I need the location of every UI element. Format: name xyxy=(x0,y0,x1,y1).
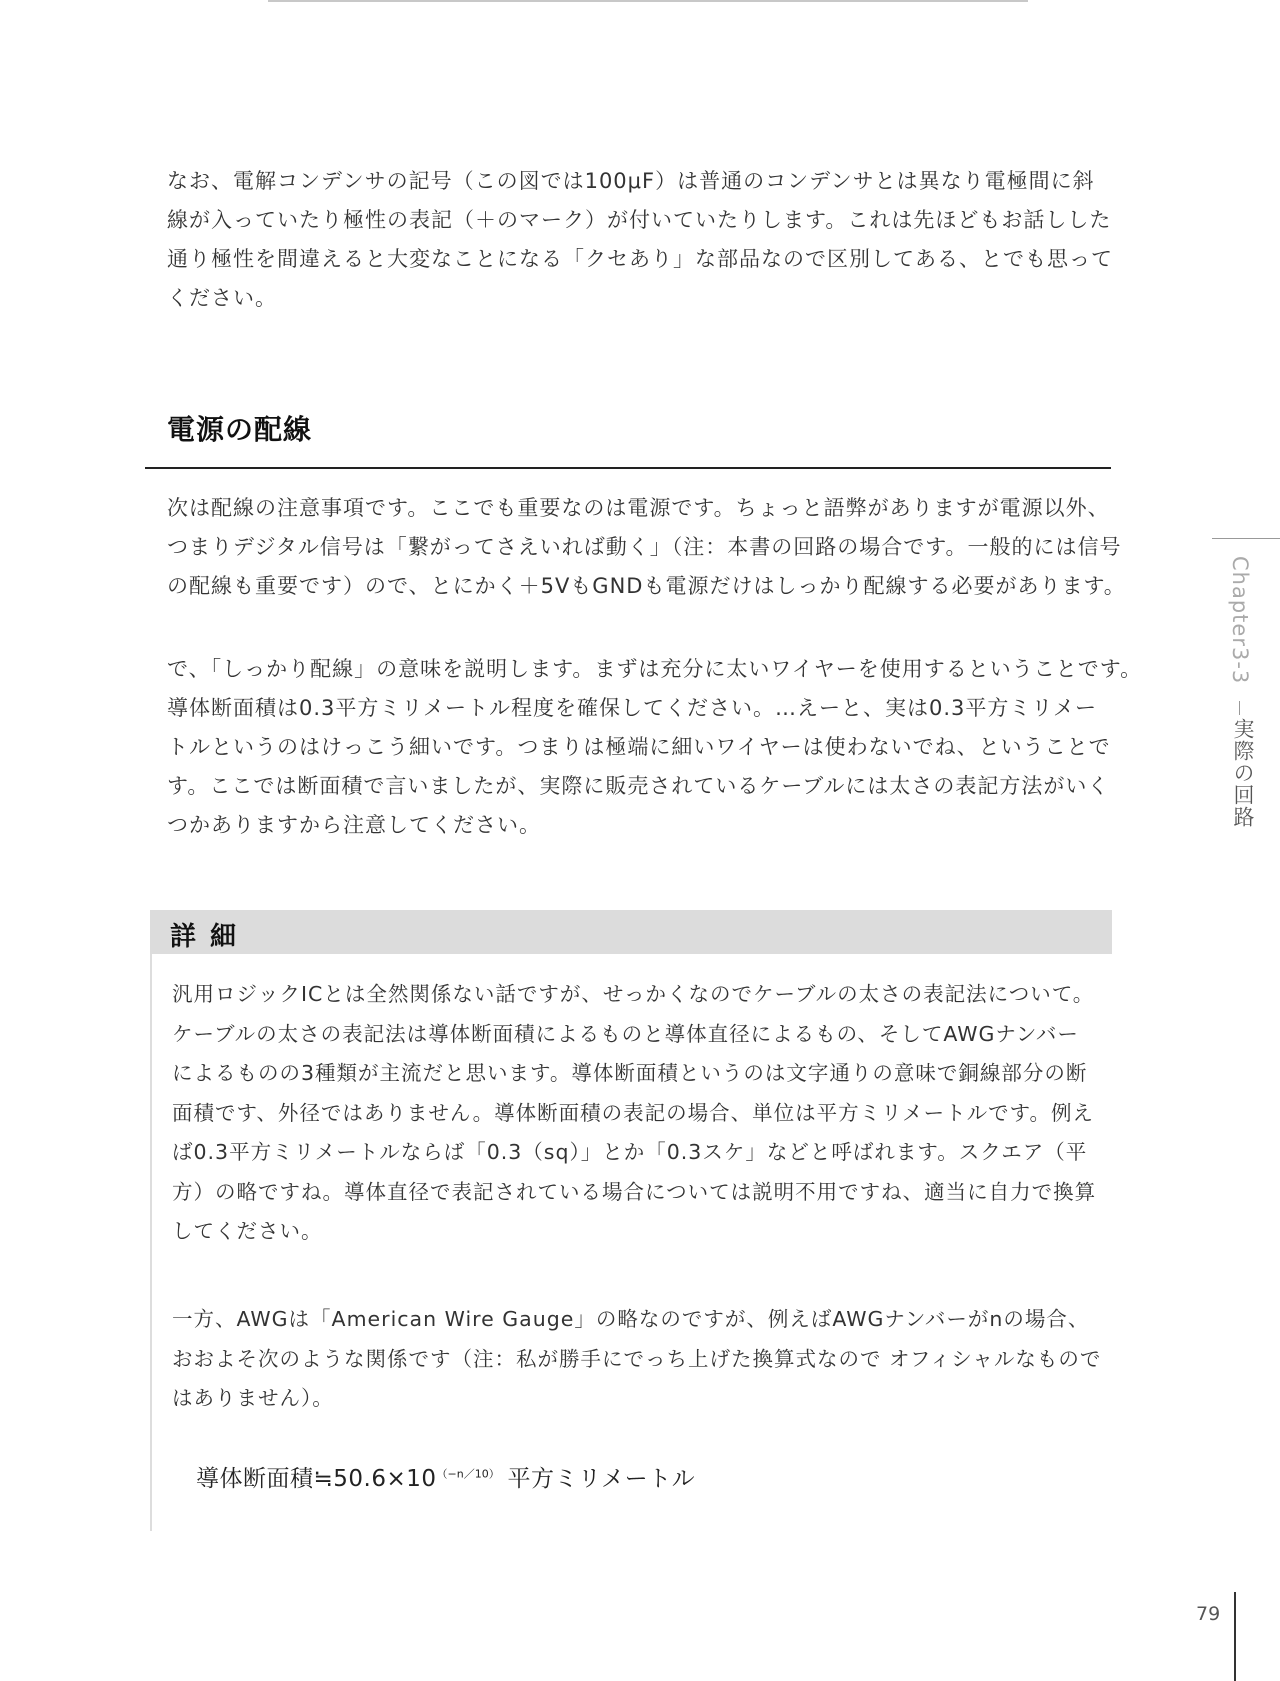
formula-lhs: 導体断面積≒50.6×10 xyxy=(196,1466,437,1492)
chapter-tab-separator xyxy=(1239,701,1240,715)
heading-rule xyxy=(145,467,1111,469)
text-line: 次は配線の注意事項です。ここでも重要なのは電源です。ちょっと語弊がありますが電源以外、 xyxy=(167,496,1110,520)
chapter-number: Chapter3-3 xyxy=(1228,556,1252,685)
formula-unit: 平方ミリメートル xyxy=(507,1466,696,1492)
text-line: なお、電解コンデンサの記号（この図では100μF）は普通のコンデンサとは異なり電極間に斜 xyxy=(167,169,1095,193)
text-line: 方）の略ですね。導体直径で表記されている場合については説明不用ですね、適当に自力で換算 xyxy=(172,1179,1097,1204)
formula-exponent: （−n／10） xyxy=(436,1467,500,1481)
text-line: ば0.3平方ミリメートルならば「0.3（sq）」とか「0.3スケ」などと呼ばれます。スクエア（平 xyxy=(172,1140,1088,1164)
text-line: 通り極性を間違えると大変なことになる「クセあり」な部品なので区別してある、とでも思って xyxy=(167,247,1113,271)
text-line: ケーブルの太さの表記法は導体断面積によるものと導体直径によるもの、そしてAWGナンバー xyxy=(172,1021,1079,1046)
text-line: トルというのはけっこう細いです。つまりは極端に細いワイヤーは使わないでね、ということで xyxy=(167,735,1111,759)
chapter-tab xyxy=(1212,538,1280,838)
text-line: で、「しっかり配線」の意味を説明します。まずは充分に太いワイヤーを使用するということです。 xyxy=(167,657,1143,681)
text-line: 面積です、外径ではありません。導体断面積の表記の場合、単位は平方ミリメートルです。例え xyxy=(172,1100,1095,1125)
awg-formula xyxy=(196,1460,695,1493)
text-line: してください。 xyxy=(172,1219,323,1243)
wiring-paragraph-1 xyxy=(167,489,1126,606)
text-line: はありません）。 xyxy=(172,1386,334,1410)
text-line: ください。 xyxy=(167,286,277,310)
text-line: 線が入っていたり極性の表記（＋のマーク）が付いていたりします。これは先ほどもお話しした xyxy=(167,208,1112,232)
page-number: 79 xyxy=(1196,1603,1221,1625)
text-line: 一方、AWGは「American Wire Gauge」の略なのですが、例えばAWGナンバーがnの場合、 xyxy=(172,1307,1090,1331)
page-top-rule xyxy=(268,0,1028,2)
text-line: おおよそ次のような関係です（注：私が勝手にでっち上げた換算式なので オフィシャルなもので xyxy=(172,1346,1102,1371)
wiring-paragraph-2 xyxy=(167,650,1143,845)
section-heading: 電源の配線 xyxy=(167,413,313,446)
detail-header-bar xyxy=(150,910,1112,954)
text-line: によるものの3種類が主流だと思います。導体断面積というのは文字通りの意味で銅線部分の断 xyxy=(172,1061,1088,1085)
text-line: 導体断面積は0.3平方ミリメートル程度を確保してください。…えーと、実は0.3平方ミリメー xyxy=(167,696,1097,720)
text-line: つかありますから注意してください。 xyxy=(167,813,541,837)
detail-paragraph-1 xyxy=(172,975,1117,1252)
chapter-title: 実際の回路 xyxy=(1231,718,1255,828)
text-line: す。ここでは断面積で言いましたが、実際に販売されているケーブルには太さの表記方法がいく xyxy=(167,774,1110,798)
detail-box-border xyxy=(150,954,152,1531)
text-line: つまりデジタル信号は「繋がってさえいれば動く」（注：本書の回路の場合です。一般的には信号 xyxy=(167,535,1122,559)
intro-paragraph xyxy=(167,162,1112,318)
text-line: の配線も重要です）ので、とにかく＋5VもGNDも電源だけはしっかり配線する必要があります。 xyxy=(167,574,1126,598)
page-number-rule xyxy=(1234,1592,1236,1681)
detail-title: 詳細 xyxy=(170,922,251,952)
chapter-tab-rule xyxy=(1212,538,1280,539)
detail-paragraph-2 xyxy=(172,1300,1117,1419)
text-line: 汎用ロジックICとは全然関係ない話ですが、せっかくなのでケーブルの太さの表記法について。 xyxy=(172,982,1095,1006)
